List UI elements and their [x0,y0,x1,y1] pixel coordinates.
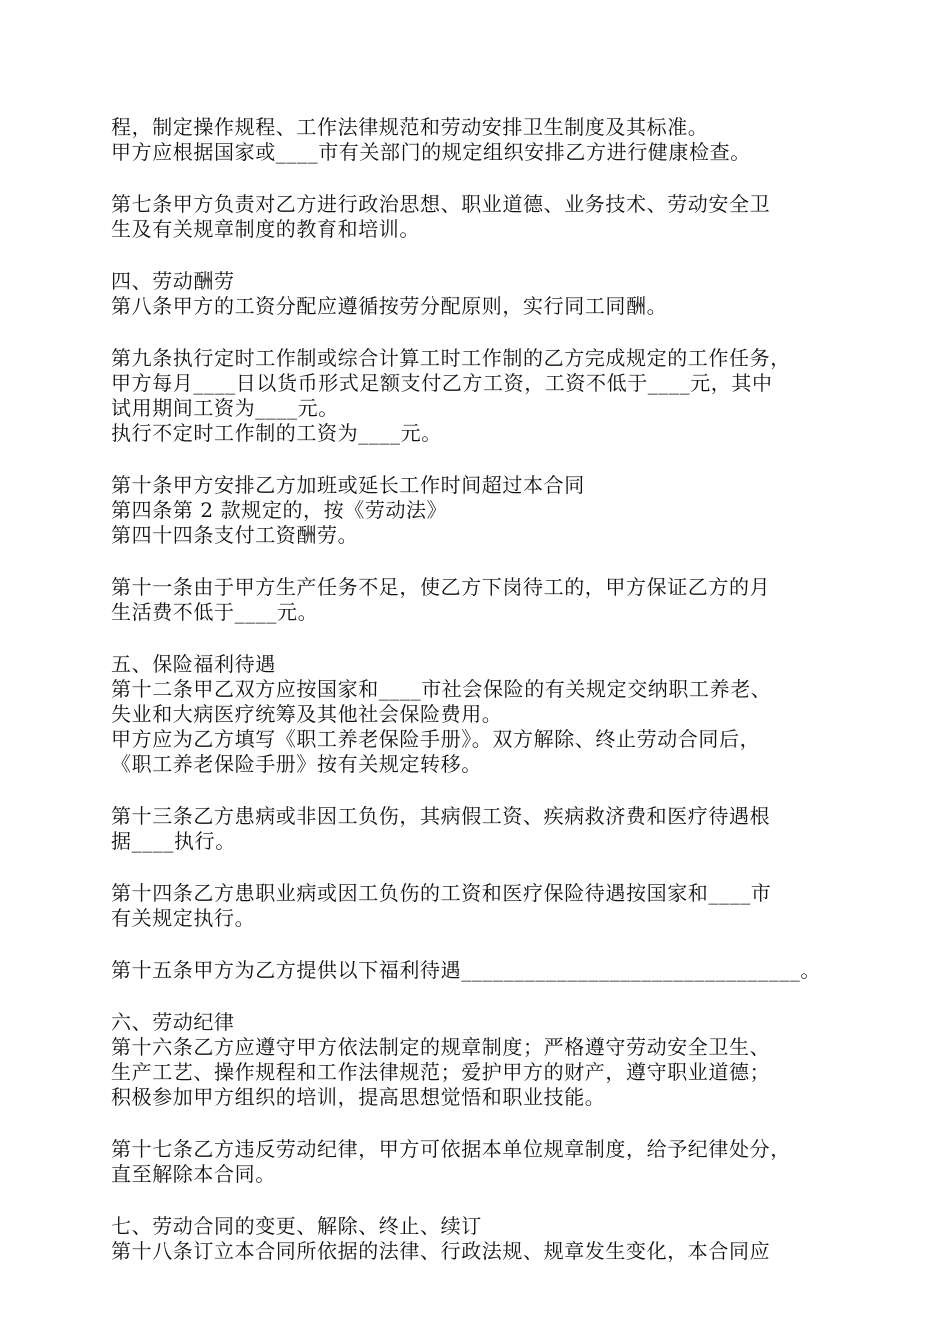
text-line: 第八条甲方的工资分配应遵循按劳分配原则，实行同工同酬。 [111,294,668,318]
text-line: 第四条第 2 款规定的，按《劳动法》 [111,498,448,522]
text-line: 生产工艺、操作规程和工作法律规范；爱护甲方的财产，遵守职业道德； [111,1060,771,1084]
text-line: 据____执行。 [111,829,236,853]
paragraph-gap [111,548,856,575]
text-line: 试用期间工资为____元。 [111,396,339,420]
text-line: 第十七条乙方违反劳动纪律，甲方可依据本单位规章制度，给予纪律处分， [111,1137,791,1161]
text-line: 生活费不低于____元。 [111,600,319,624]
paragraph-gap [111,931,856,958]
section-heading: 四、劳动酬劳 [111,269,235,293]
paragraph-gap [111,165,856,192]
text-line: 第十六条乙方应遵守甲方依法制定的规章制度；严格遵守劳动安全卫生、 [111,1035,771,1059]
section-heading: 五、保险福利待遇 [111,652,276,676]
paragraph-gap [111,983,856,1010]
text-line: 第十三条乙方患病或非因工负伤，其病假工资、疾病救济费和医疗待遇根 [111,804,771,828]
paragraph-gap [111,1187,856,1214]
text-line: 生及有关规章制度的教育和培训。 [111,217,420,241]
document-page [111,115,856,1264]
text-line: 第十一条由于甲方生产任务不足，使乙方下岗待工的，甲方保证乙方的月 [111,575,771,599]
text-line: 第九条执行定时工作制或综合计算工时工作制的乙方完成规定的工作任务， [111,346,791,370]
paragraph-gap [111,777,856,804]
text-line: 有关规定执行。 [111,906,256,930]
text-line: 直至解除本合同。 [111,1162,276,1186]
text-line: 第十四条乙方患职业病或因工负伤的工资和医疗保险待遇按国家和____市 [111,881,772,905]
paragraph-gap [111,242,856,269]
text-line: 积极参加甲方组织的培训，提高思想觉悟和职业技能。 [111,1085,606,1109]
section-heading: 六、劳动纪律 [111,1010,235,1034]
paragraph-gap [111,319,856,346]
text-line: 第十二条甲乙双方应按国家和____市社会保险的有关规定交纳职工养老、 [111,677,772,701]
paragraph-gap [111,854,856,881]
text-line: 程，制定操作规程、工作法律规范和劳动安排卫生制度及其标准。 [111,115,709,139]
text-line: 失业和大病医疗统筹及其他社会保险费用。 [111,702,503,726]
text-line: 甲方应为乙方填写《职工养老保险手册》。双方解除、终止劳动合同后， [111,727,761,751]
paragraph-gap [111,1110,856,1137]
text-line: 执行不定时工作制的工资为____元。 [111,421,442,445]
text-line: 甲方每月____日以货币形式足额支付乙方工资，工资不低于____元，其中 [111,371,773,395]
section-heading: 七、劳动合同的变更、解除、终止、续订 [111,1214,482,1238]
text-line: 第七条甲方负责对乙方进行政治思想、职业道德、业务技术、劳动安全卫 [111,192,771,216]
text-line: 第十条甲方安排乙方加班或延长工作时间超过本合同 [111,473,585,497]
text-line: 甲方应根据国家或____市有关部门的规定组织安排乙方进行健康检查。 [111,140,751,164]
text-line: 第十五条甲方为乙方提供以下福利待遇________________________________。 [111,958,821,982]
paragraph-gap [111,625,856,652]
text-line: 第四十四条支付工资酬劳。 [111,523,359,547]
paragraph-gap [111,446,856,473]
text-line: 《职工养老保险手册》按有关规定转移。 [111,752,482,776]
text-line: 第十八条订立本合同所依据的法律、行政法规、规章发生变化，本合同应 [111,1239,771,1263]
